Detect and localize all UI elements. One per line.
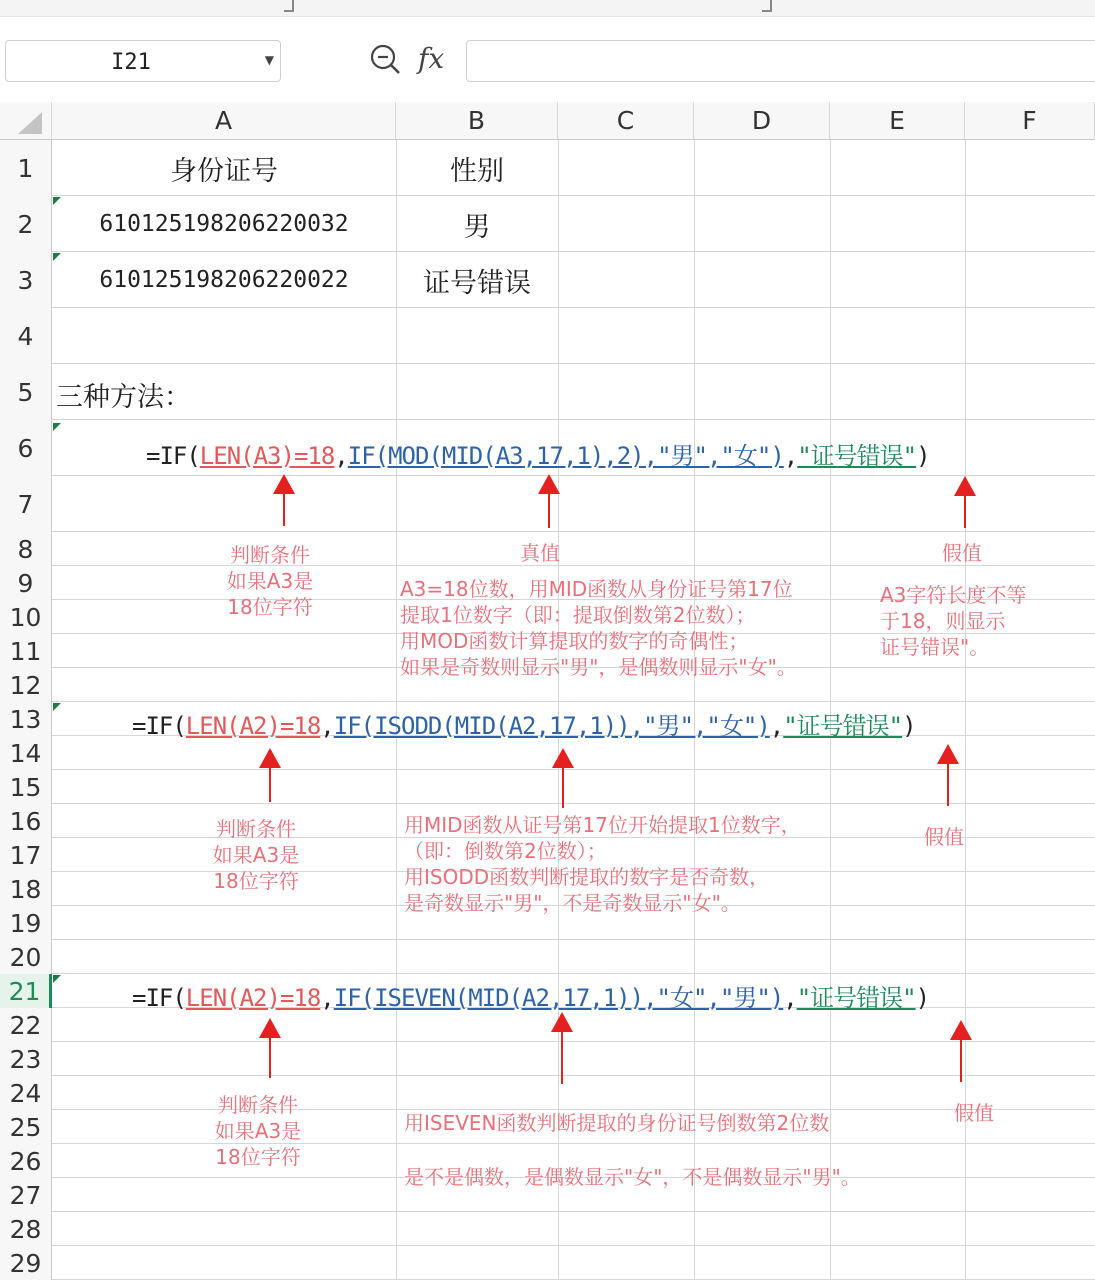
note-line: 用ISODD函数判断提取的数字是否奇数， — [404, 865, 770, 889]
error-indicator-icon — [53, 197, 61, 205]
column-header-e[interactable]: E — [830, 102, 965, 140]
cell-b1[interactable]: 性别 — [450, 155, 504, 187]
arrow-up-icon — [547, 1012, 577, 1084]
row-header-12[interactable]: 12 — [0, 668, 52, 702]
note-line: 如果A3是 — [214, 1119, 302, 1143]
name-box[interactable] — [5, 40, 281, 82]
formula-false-value: "证号错误" — [796, 984, 916, 1012]
note-line: 18位字符 — [227, 595, 313, 619]
formula-text-isodd[interactable] — [132, 706, 916, 741]
row-header-29[interactable]: 29 — [0, 1246, 52, 1280]
row-header-13[interactable]: 13 — [0, 702, 52, 736]
column-header-c[interactable]: C — [558, 102, 694, 140]
row-header-22[interactable]: 22 — [0, 1008, 52, 1042]
note-false-title: 假值 — [942, 541, 982, 565]
row-header-8[interactable]: 8 — [0, 532, 52, 566]
formula-false-value: "证号错误" — [783, 712, 903, 740]
arrow-up-icon — [255, 748, 285, 802]
row-header-26[interactable]: 26 — [0, 1144, 52, 1178]
cell-b2[interactable]: 男 — [463, 211, 491, 243]
row-header-3[interactable]: 3 — [0, 252, 52, 308]
error-indicator-icon — [53, 975, 61, 983]
formula-true-value: IF(ISEVEN(MID(A2,17,1)),"女","男") — [333, 984, 784, 1012]
row-header-19[interactable]: 19 — [0, 906, 52, 940]
grid-line — [0, 973, 1095, 974]
name-box-value: I21 — [111, 50, 151, 75]
formula-condition: LEN(A2)=18 — [185, 712, 321, 740]
arrow-up-icon — [255, 1018, 285, 1078]
cell-a3[interactable]: 610125198206220022 — [99, 267, 349, 293]
formula-separator: , — [320, 712, 334, 740]
row-header-21[interactable]: 21 — [0, 974, 52, 1008]
row-header-15[interactable]: 15 — [0, 770, 52, 804]
row-header-18[interactable]: 18 — [0, 872, 52, 906]
arrow-up-icon — [534, 474, 564, 528]
row-header-7[interactable]: 7 — [0, 476, 52, 532]
row-header-24[interactable]: 24 — [0, 1076, 52, 1110]
row-header-5[interactable]: 5 — [0, 364, 52, 420]
arrow-up-icon — [269, 474, 299, 526]
note-line: 是奇数显示"男"，不是奇数显示"女"。 — [404, 891, 741, 915]
note-line: 证号错误"。 — [880, 635, 990, 659]
row-header-10[interactable]: 10 — [0, 600, 52, 634]
formula-suffix: ) — [915, 984, 930, 1012]
note-line: 18位字符 — [215, 1145, 301, 1169]
row-header-20[interactable]: 20 — [0, 940, 52, 974]
formula-false-value: "证号错误" — [797, 442, 917, 470]
note-line: 提取1位数字（即：提取倒数第2位数）； — [400, 603, 756, 627]
grid-line — [0, 1143, 1095, 1144]
note-line: 如果A3是 — [212, 843, 300, 867]
note-true-title: 真值 — [520, 541, 560, 565]
note-line: 判断条件 — [216, 817, 296, 841]
column-header-f[interactable]: F — [965, 102, 1095, 140]
formula-prefix: =IF( — [146, 442, 200, 470]
formula-separator: , — [783, 984, 797, 1012]
formula-suffix: ) — [916, 442, 930, 470]
note-line: 于18，则显示 — [880, 609, 1006, 633]
grid-line — [0, 531, 1095, 532]
column-header-d[interactable]: D — [694, 102, 830, 140]
note-line: 用MOD函数计算提取的数字的奇偶性； — [400, 629, 749, 653]
note-true: 用ISEVEN函数判断提取的身份证号倒数第2位数 — [404, 1111, 830, 1135]
row-header-16[interactable]: 16 — [0, 804, 52, 838]
grid-line — [0, 1245, 1095, 1246]
chevron-down-icon[interactable]: ▼ — [264, 53, 274, 67]
row-header-27[interactable]: 27 — [0, 1178, 52, 1212]
row-header-17[interactable]: 17 — [0, 838, 52, 872]
arrow-up-icon — [950, 476, 980, 528]
formula-text-mod[interactable] — [146, 436, 930, 471]
formula-separator: , — [320, 984, 334, 1012]
row-header-9[interactable]: 9 — [0, 566, 52, 600]
formula-separator: , — [334, 442, 348, 470]
fx-icon[interactable]: fx — [418, 42, 445, 75]
formula-condition: LEN(A3)=18 — [199, 442, 335, 470]
grid-line — [0, 363, 1095, 364]
note-true — [404, 810, 801, 918]
ribbon-edge-mark — [284, 0, 294, 12]
row-header-2[interactable]: 2 — [0, 196, 52, 252]
row-header-6[interactable]: 6 — [0, 420, 52, 476]
formula-prefix: =IF( — [132, 712, 186, 740]
error-indicator-icon — [53, 253, 61, 261]
note-line: A3字符长度不等 — [880, 583, 1027, 607]
cell-a2[interactable]: 610125198206220032 — [99, 211, 349, 237]
note-condition — [176, 814, 336, 896]
formula-separator: , — [769, 712, 784, 740]
row-header-1[interactable]: 1 — [0, 140, 52, 196]
row-header-23[interactable]: 23 — [0, 1042, 52, 1076]
column-header-b[interactable]: B — [396, 102, 558, 140]
formula-condition: LEN(A2)=18 — [185, 984, 321, 1012]
zoom-icon[interactable] — [368, 42, 402, 76]
cell-b3[interactable]: 证号错误 — [423, 267, 531, 299]
cell-a1[interactable]: 身份证号 — [170, 155, 278, 187]
grid-line — [0, 701, 1095, 702]
note-true — [400, 574, 797, 682]
note-condition — [178, 1090, 338, 1172]
note-line: （即：倒数第2位数）； — [404, 839, 607, 863]
arrow-up-icon — [946, 1020, 976, 1082]
grid-line — [0, 939, 1095, 940]
arrow-up-icon — [933, 744, 963, 806]
window-top-band — [0, 0, 1095, 17]
row-header-28[interactable]: 28 — [0, 1212, 52, 1246]
row-header-25[interactable]: 25 — [0, 1110, 52, 1144]
row-header-4[interactable]: 4 — [0, 308, 52, 364]
select-all-icon — [18, 112, 42, 134]
formula-true-value: IF(ISODD(MID(A2,17,1)),"男","女") — [333, 712, 770, 740]
formula-separator: , — [783, 442, 798, 470]
cell-a5[interactable]: 三种方法： — [56, 381, 191, 413]
note-line: 判断条件 — [230, 543, 310, 567]
arrow-up-icon — [548, 748, 578, 808]
formula-suffix: ) — [902, 712, 916, 740]
note-false — [880, 580, 1026, 662]
row-header-14[interactable]: 14 — [0, 736, 52, 770]
column-header-a[interactable]: A — [52, 102, 396, 140]
formula-input[interactable] — [466, 40, 1095, 82]
grid-line — [0, 1211, 1095, 1212]
formula-true-value: IF(MOD(MID(A3,17,1),2),"男","女") — [347, 442, 784, 470]
select-all-corner[interactable] — [0, 102, 52, 140]
note-false: 假值 — [924, 825, 964, 849]
note-condition — [190, 540, 350, 622]
formula-text-iseven[interactable] — [132, 978, 929, 1013]
note-line: 如果A3是 — [226, 569, 314, 593]
row-header-11[interactable]: 11 — [0, 634, 52, 668]
formula-prefix: =IF( — [132, 984, 186, 1012]
note-line: A3=18位数，用MID函数从身份证号第17位 — [400, 577, 793, 601]
error-indicator-icon — [53, 703, 61, 711]
error-indicator-icon — [53, 423, 61, 431]
note-true: 是不是偶数，是偶数显示"女"，不是偶数显示"男"。 — [404, 1165, 861, 1189]
note-line: 判断条件 — [218, 1093, 298, 1117]
note-line: 用MID函数从证号第17位开始提取1位数字， — [404, 813, 801, 837]
note-false: 假值 — [954, 1101, 994, 1125]
note-line: 如果是奇数则显示"男"，是偶数则显示"女"。 — [400, 655, 797, 679]
ribbon-edge-mark — [762, 0, 772, 12]
note-line: 18位字符 — [213, 869, 299, 893]
